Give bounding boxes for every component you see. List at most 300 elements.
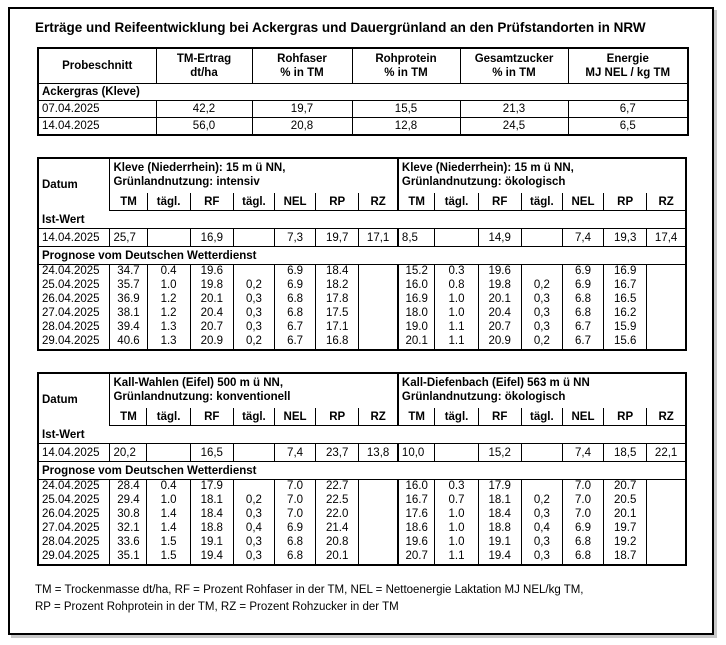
column-header-rp: RP	[604, 408, 647, 426]
cell-value: 18.7	[604, 550, 647, 565]
cell-value: 17,4	[647, 229, 686, 247]
header-rohprotein: Rohprotein % in TM	[352, 48, 460, 84]
cell-value: 20.1	[478, 293, 521, 307]
cell-value	[521, 265, 562, 280]
cell-value: 19,7	[316, 229, 359, 247]
cell-value: 15.2	[398, 265, 435, 280]
cell-value: 32.1	[110, 522, 147, 536]
cell-value: 0,3	[521, 321, 562, 335]
cell-value	[233, 444, 274, 462]
section-label: Ist-Wert	[42, 428, 85, 441]
cell-value: 6.7	[562, 335, 603, 350]
cell-value: 19.4	[190, 550, 233, 565]
table-row	[38, 321, 686, 335]
cell-value: 0,3	[233, 550, 274, 565]
cell-value: 10,0	[398, 444, 435, 462]
cell-value: 0,2	[233, 494, 274, 508]
cell-value: 20.1	[316, 550, 359, 565]
site-header-line: Kleve (Niederrhein): 15 m ü NN,	[113, 162, 286, 174]
cell-value	[359, 279, 398, 293]
cell-value: 20.4	[190, 307, 233, 321]
site-header-row	[38, 158, 686, 193]
column-header-tm: TM	[398, 408, 435, 426]
cell-value: 19.1	[478, 536, 521, 550]
header-gesamtzucker: Gesamtzucker % in TM	[460, 48, 568, 84]
section-prognose	[38, 462, 686, 480]
cell-value	[359, 265, 398, 280]
cell-value: 6.9	[562, 522, 603, 536]
cell-value	[359, 321, 398, 335]
table-row	[38, 536, 686, 550]
cell-value: 1.0	[435, 536, 478, 550]
cell-value: 0,3	[233, 321, 274, 335]
section-label: Ist-Wert	[42, 213, 85, 226]
site-header-line: Grünlandnutzung: konventionell	[113, 391, 291, 403]
cell-value: 0,2	[521, 335, 562, 350]
cell-value: 21.4	[316, 522, 359, 536]
cell-value: 18.4	[478, 508, 521, 522]
cell-value: 20.4	[478, 307, 521, 321]
column-header-tm: TM	[110, 193, 147, 211]
cell-value: 0.7	[435, 494, 478, 508]
cell-date: 27.04.2025	[42, 522, 100, 535]
cell-value: 18.4	[190, 508, 233, 522]
cell-value: 17.6	[398, 508, 435, 522]
cell-value: 29.4	[110, 494, 147, 508]
site-header-line: Grünlandnutzung: ökologisch	[401, 391, 566, 403]
header-energie: Energie MJ NEL / kg TM	[568, 48, 688, 84]
table-row	[38, 279, 686, 293]
site-header-left	[110, 373, 398, 408]
cell-value	[359, 293, 398, 307]
cell-value	[647, 522, 686, 536]
cell-energie: 6,7	[568, 101, 688, 118]
cell-value: 34.7	[110, 265, 147, 280]
cell-value	[647, 265, 686, 280]
cell-value: 16,5	[190, 444, 233, 462]
cell-value: 16.7	[604, 279, 647, 293]
cell-date: 14.04.2025	[38, 229, 110, 247]
column-header-tm: TM	[398, 193, 435, 211]
column-header-tägl: tägl.	[233, 408, 274, 426]
column-header-tägl: tägl.	[147, 408, 190, 426]
site-header-line: Kall-Diefenbach (Eifel) 563 m ü NN	[401, 377, 590, 389]
cell-value: 0,3	[233, 293, 274, 307]
cell-value	[233, 229, 274, 247]
cell-value: 18.6	[398, 522, 435, 536]
cell-value	[359, 335, 398, 350]
cell-value: 1.0	[147, 279, 190, 293]
cell-value: 1.0	[435, 522, 478, 536]
column-header-rf: RF	[478, 408, 521, 426]
cell-tm-ertrag: 42,2	[156, 101, 252, 118]
cell-value: 7.0	[562, 494, 603, 508]
document-title: Erträge und Reifeentwicklung bei Ackergras und Dauergrünland an den Prüfstandorten in NRW	[35, 20, 646, 35]
cell-value: 20.1	[604, 508, 647, 522]
site-header-line: Grünlandnutzung: ökologisch	[401, 176, 566, 188]
cell-gesamtzucker: 21,3	[460, 101, 568, 118]
cell-value: 0,3	[521, 550, 562, 565]
cell-value	[521, 480, 562, 495]
cell-value: 22.0	[316, 508, 359, 522]
cell-value: 18.1	[478, 494, 521, 508]
cell-value	[233, 265, 274, 280]
column-header-row	[38, 193, 686, 211]
cell-value: 39.4	[110, 321, 147, 335]
cell-value: 0,3	[233, 536, 274, 550]
cell-value: 0.4	[147, 480, 190, 495]
cell-value: 17.1	[316, 321, 359, 335]
column-header-nel: NEL	[562, 193, 603, 211]
table-row	[38, 229, 686, 247]
cell-value: 18.4	[316, 265, 359, 280]
cell-value: 1.0	[435, 293, 478, 307]
cell-value	[647, 307, 686, 321]
site-header-right	[398, 373, 686, 408]
table-row	[38, 444, 686, 462]
table-row	[38, 335, 686, 350]
cell-value	[359, 307, 398, 321]
cell-value: 1.1	[435, 335, 478, 350]
cell-value	[647, 494, 686, 508]
cell-value: 16,9	[190, 229, 233, 247]
cell-value: 19,3	[604, 229, 647, 247]
cell-value: 30.8	[110, 508, 147, 522]
cell-value: 14,9	[478, 229, 521, 247]
cell-value: 16.7	[398, 494, 435, 508]
cell-value	[647, 508, 686, 522]
cell-value: 19.4	[478, 550, 521, 565]
cell-value: 19.8	[478, 279, 521, 293]
cell-value: 16.0	[398, 279, 435, 293]
cell-value: 23,7	[316, 444, 359, 462]
column-header-rf: RF	[478, 193, 521, 211]
cell-value	[147, 229, 190, 247]
ackergras-table	[37, 47, 689, 136]
cell-value: 0,2	[521, 279, 562, 293]
cell-value: 6.7	[275, 321, 316, 335]
cell-value: 19.6	[398, 536, 435, 550]
cell-value: 1.5	[147, 550, 190, 565]
cell-value: 6.8	[562, 307, 603, 321]
cell-value	[647, 550, 686, 565]
cell-value: 20.5	[604, 494, 647, 508]
cell-value: 16.9	[398, 293, 435, 307]
cell-date: 26.04.2025	[42, 508, 100, 521]
cell-value: 17.8	[316, 293, 359, 307]
cell-value: 17.9	[478, 480, 521, 495]
cell-date: 28.04.2025	[42, 536, 100, 549]
cell-value: 7.0	[274, 480, 315, 495]
cell-rohprotein: 12,8	[352, 118, 460, 136]
cell-value: 6.9	[562, 265, 603, 280]
column-header-tm: TM	[110, 408, 147, 426]
cell-value: 25,7	[110, 229, 147, 247]
header-probeschnitt: Probeschnitt	[38, 48, 156, 84]
cell-value: 6.9	[274, 522, 315, 536]
cell-date: 07.04.2025	[38, 101, 156, 118]
site-header-row	[38, 373, 686, 408]
cell-value: 0,2	[233, 335, 274, 350]
table-row	[38, 480, 686, 495]
footnote-line-2: RP = Prozent Rohprotein in der TM, RZ = Prozent Rohzucker in der TM	[35, 601, 399, 613]
cell-value: 8,5	[398, 229, 435, 247]
cell-value: 16.8	[316, 335, 359, 350]
header-datum: Datum	[38, 373, 110, 426]
cell-rohfaser: 19,7	[252, 101, 352, 118]
table-header-row	[38, 48, 688, 84]
cell-value: 20.7	[478, 321, 521, 335]
cell-value: 1.2	[147, 293, 190, 307]
cell-value: 22,1	[647, 444, 686, 462]
cell-value: 1.0	[435, 307, 478, 321]
header-datum: Datum	[38, 158, 110, 211]
table-row	[38, 265, 686, 280]
cell-value: 0,3	[233, 307, 274, 321]
cell-value: 18,5	[604, 444, 647, 462]
cell-value: 0,3	[521, 307, 562, 321]
cell-value: 7.0	[274, 494, 315, 508]
cell-value: 19.6	[478, 265, 521, 280]
column-header-rp: RP	[604, 193, 647, 211]
cell-value: 7,4	[562, 444, 603, 462]
cell-value: 15.6	[604, 335, 647, 350]
cell-value	[435, 444, 478, 462]
cell-value: 7,4	[562, 229, 603, 247]
cell-gesamtzucker: 24,5	[460, 118, 568, 136]
cell-value: 16.9	[604, 265, 647, 280]
cell-value: 20.1	[398, 335, 435, 350]
cell-value: 1.2	[147, 307, 190, 321]
cell-date: 29.04.2025	[42, 335, 100, 348]
cell-value	[359, 480, 398, 495]
group-label: Ackergras (Kleve)	[38, 84, 688, 101]
cell-date: 29.04.2025	[42, 550, 100, 563]
cell-value: 0,3	[521, 508, 562, 522]
cell-value: 38.1	[110, 307, 147, 321]
cell-value: 13,8	[359, 444, 398, 462]
cell-date: 26.04.2025	[42, 293, 100, 306]
cell-date: 24.04.2025	[38, 480, 110, 495]
cell-value: 18.8	[478, 522, 521, 536]
cell-value: 6.8	[275, 293, 316, 307]
cell-value: 17.9	[190, 480, 233, 495]
cell-value: 17,1	[359, 229, 398, 247]
cell-value	[147, 444, 190, 462]
column-header-rz: RZ	[359, 408, 398, 426]
column-header-rp: RP	[316, 408, 359, 426]
site-header-right	[398, 158, 686, 193]
kleve-forecast-table	[37, 157, 687, 351]
cell-value	[647, 335, 686, 350]
table-row	[38, 118, 688, 136]
cell-value	[359, 522, 398, 536]
cell-energie: 6,5	[568, 118, 688, 136]
cell-value: 17.5	[316, 307, 359, 321]
column-header-tägl: tägl.	[521, 193, 562, 211]
cell-value: 0.8	[435, 279, 478, 293]
cell-value: 1.1	[435, 321, 478, 335]
column-header-tägl: tägl.	[435, 408, 478, 426]
cell-value	[359, 550, 398, 565]
column-header-rf: RF	[190, 193, 233, 211]
cell-value: 1.1	[435, 550, 478, 565]
cell-value	[359, 508, 398, 522]
cell-value: 36.9	[110, 293, 147, 307]
cell-value: 6.9	[275, 279, 316, 293]
cell-date: 25.04.2025	[42, 494, 100, 507]
header-rohfaser: Rohfaser % in TM	[252, 48, 352, 84]
cell-value	[647, 321, 686, 335]
cell-value: 1.0	[147, 494, 190, 508]
cell-value: 20.7	[398, 550, 435, 565]
column-header-rz: RZ	[647, 193, 686, 211]
cell-value: 0.3	[435, 265, 478, 280]
cell-value	[521, 229, 562, 247]
cell-date: 27.04.2025	[42, 307, 100, 320]
site-header-line: Grünlandnutzung: intensiv	[113, 176, 260, 188]
cell-value: 1.3	[147, 321, 190, 335]
cell-value: 18.0	[398, 307, 435, 321]
column-header-rf: RF	[190, 408, 233, 426]
cell-value: 19.1	[190, 536, 233, 550]
section-label: Prognose vom Deutschen Wetterdienst	[42, 249, 257, 262]
cell-value: 0,2	[521, 494, 562, 508]
cell-value	[647, 480, 686, 495]
site-header-line: Kleve (Niederrhein): 15 m ü NN,	[401, 162, 574, 174]
cell-value: 7.0	[562, 480, 603, 495]
column-header-tägl: tägl.	[147, 193, 190, 211]
cell-value: 0,4	[233, 522, 274, 536]
cell-value: 6.9	[275, 265, 316, 280]
cell-value: 19.6	[190, 265, 233, 280]
table-row	[38, 293, 686, 307]
cell-value: 18.8	[190, 522, 233, 536]
section-ist-wert	[38, 426, 686, 444]
cell-value: 33.6	[110, 536, 147, 550]
cell-value	[233, 480, 274, 495]
cell-value: 35.7	[110, 279, 147, 293]
table-row	[38, 307, 686, 321]
cell-value: 20.8	[316, 536, 359, 550]
header-tm-ertrag: TM-Ertrag dt/ha	[156, 48, 252, 84]
column-header-tägl: tägl.	[435, 193, 478, 211]
cell-value: 22.7	[316, 480, 359, 495]
cell-value: 16.0	[398, 480, 435, 495]
cell-value: 19.2	[604, 536, 647, 550]
column-header-nel: NEL	[274, 408, 315, 426]
column-header-rz: RZ	[647, 408, 686, 426]
cell-value: 6.8	[562, 550, 603, 565]
cell-value: 20.7	[190, 321, 233, 335]
cell-value: 6.7	[275, 335, 316, 350]
cell-value: 6.8	[562, 293, 603, 307]
cell-value: 35.1	[110, 550, 147, 565]
column-header-rz: RZ	[359, 193, 398, 211]
column-header-nel: NEL	[562, 408, 603, 426]
section-prognose	[38, 247, 686, 265]
cell-value: 16.2	[604, 307, 647, 321]
cell-value: 6.8	[562, 536, 603, 550]
table-row	[38, 101, 688, 118]
cell-value: 7,3	[275, 229, 316, 247]
cell-value: 6.8	[274, 536, 315, 550]
column-header-nel: NEL	[275, 193, 316, 211]
footnote-line-1: TM = Trockenmasse dt/ha, RF = Prozent Rohfaser in der TM, NEL = Nettoenergie Laktation MJ NEL/kg TM,	[35, 584, 584, 596]
cell-value: 20.1	[190, 293, 233, 307]
group-row	[38, 84, 688, 101]
cell-value: 0.3	[435, 480, 478, 495]
cell-value: 40.6	[110, 335, 147, 350]
site-header-left	[110, 158, 398, 193]
cell-value: 0,4	[521, 522, 562, 536]
table-row	[38, 508, 686, 522]
column-header-tägl: tägl.	[521, 408, 562, 426]
column-header-rp: RP	[316, 193, 359, 211]
cell-value: 20.9	[478, 335, 521, 350]
cell-value: 20.9	[190, 335, 233, 350]
cell-value: 20.7	[604, 480, 647, 495]
cell-date: 25.04.2025	[42, 279, 100, 292]
cell-value: 7.0	[274, 508, 315, 522]
cell-value: 16.5	[604, 293, 647, 307]
cell-value	[647, 536, 686, 550]
cell-value: 0,3	[521, 293, 562, 307]
site-header-line: Kall-Wahlen (Eifel) 500 m ü NN,	[113, 377, 284, 389]
column-header-tägl: tägl.	[233, 193, 274, 211]
cell-value: 22.5	[316, 494, 359, 508]
cell-value: 1.5	[147, 536, 190, 550]
cell-value	[647, 293, 686, 307]
cell-value: 19.0	[398, 321, 435, 335]
table-row	[38, 494, 686, 508]
eifel-forecast-table	[37, 372, 687, 566]
cell-value: 6.9	[562, 279, 603, 293]
cell-rohprotein: 15,5	[352, 101, 460, 118]
cell-tm-ertrag: 56,0	[156, 118, 252, 136]
cell-rohfaser: 20,8	[252, 118, 352, 136]
cell-value: 6.8	[274, 550, 315, 565]
cell-value	[647, 279, 686, 293]
cell-value: 28.4	[110, 480, 147, 495]
cell-value: 19.8	[190, 279, 233, 293]
cell-date: 14.04.2025	[38, 444, 110, 462]
cell-value: 1.4	[147, 522, 190, 536]
table-row	[38, 550, 686, 565]
cell-date: 24.04.2025	[38, 265, 110, 280]
cell-value	[359, 536, 398, 550]
cell-value: 15,2	[478, 444, 521, 462]
cell-date: 14.04.2025	[38, 118, 156, 136]
cell-value: 15.9	[604, 321, 647, 335]
cell-value: 1.4	[147, 508, 190, 522]
cell-value: 0,3	[521, 536, 562, 550]
cell-value	[359, 494, 398, 508]
cell-value: 20,2	[110, 444, 147, 462]
cell-value: 19.7	[604, 522, 647, 536]
column-header-row	[38, 408, 686, 426]
cell-value: 0.4	[147, 265, 190, 280]
cell-value: 0,3	[233, 508, 274, 522]
cell-value: 6.7	[562, 321, 603, 335]
cell-value: 1.3	[147, 335, 190, 350]
table-row	[38, 522, 686, 536]
cell-value: 0,2	[233, 279, 274, 293]
section-label: Prognose vom Deutschen Wetterdienst	[42, 464, 257, 477]
cell-value: 7.0	[562, 508, 603, 522]
cell-value: 1.0	[435, 508, 478, 522]
cell-value: 18.2	[316, 279, 359, 293]
